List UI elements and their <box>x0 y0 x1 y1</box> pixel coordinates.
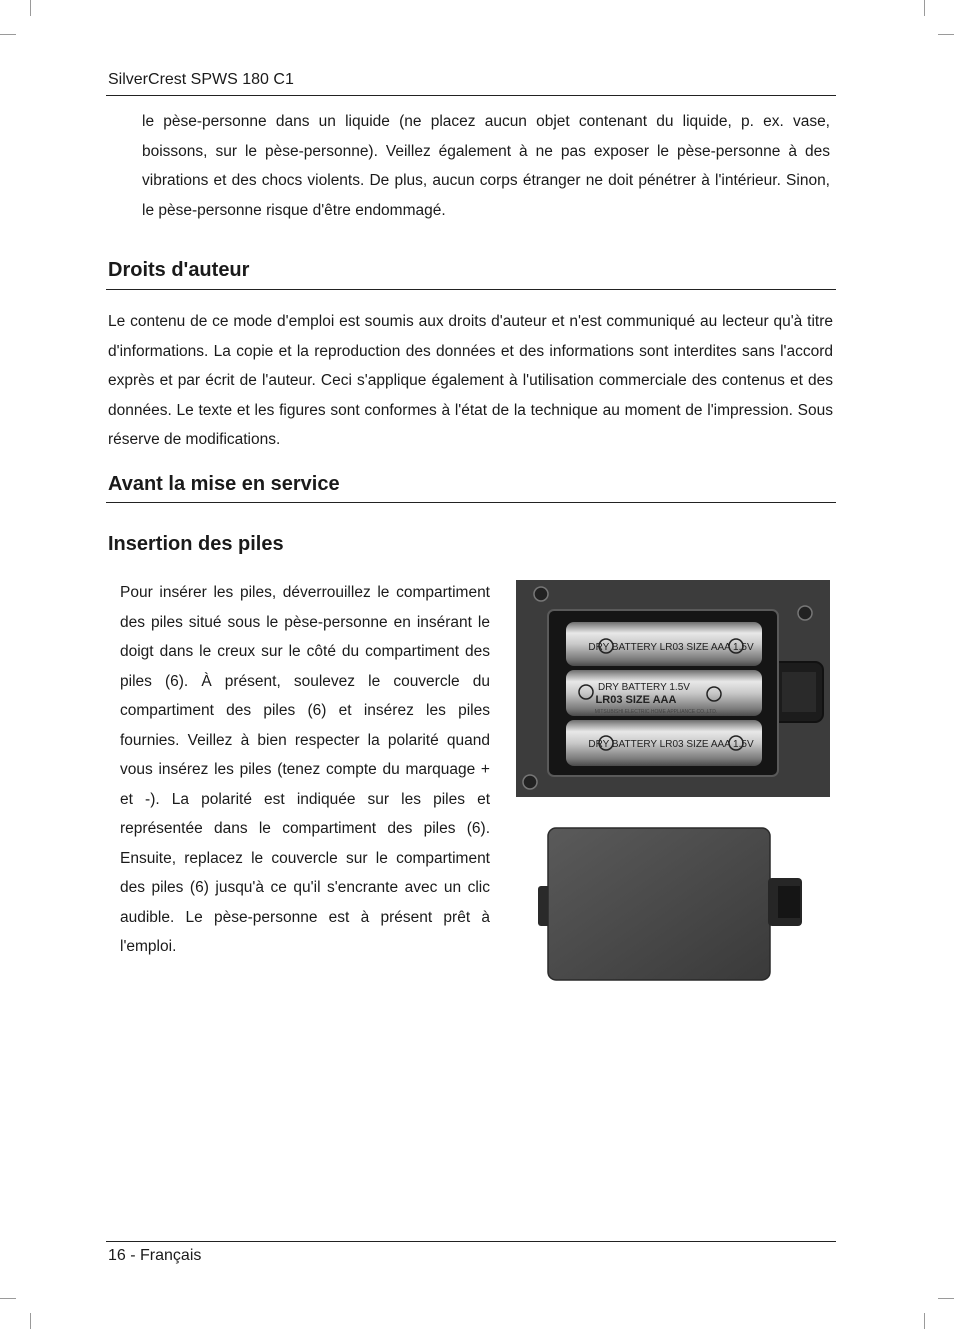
running-header: SilverCrest SPWS 180 C1 <box>108 71 294 88</box>
battery-cover-photo <box>538 826 808 982</box>
battery-top <box>566 622 762 666</box>
battery-label: DRY BATTERY LR03 SIZE AAA 1.5V <box>588 739 754 750</box>
battery-insertion-paragraph: Pour insérer les piles, déverrouillez le compartiment des piles situé sous le pèse-personne en insérant le doigt dans le creux sur le côté du compartiment des piles (6). À présent, soulevez le couvercle du compartiment des piles (6) et insérez les piles fournies. Veillez à bien respecter la polarité quand vous insérez les piles (tenez compte du marquage + et -). La polarité est indiquée sur les piles et représentée dans le compartiment des piles (6). Ensuite, replacez le couvercle sur le compartiment des piles (6) jusqu'à ce qu'il s'encrante avec un clic audible. Le pèse-personne est à présent prêt à l'emploi. <box>120 584 490 955</box>
crop-mark <box>0 34 16 35</box>
crop-mark <box>30 1313 31 1329</box>
crop-mark <box>924 0 925 16</box>
battery-bottom <box>566 720 762 766</box>
footer-divider <box>106 1241 836 1242</box>
page-number: 16 - Français <box>108 1247 202 1264</box>
battery-label: DRY BATTERY LR03 SIZE AAA 1.5V <box>588 642 754 653</box>
battery-label: DRY BATTERY 1.5V <box>598 682 690 693</box>
crop-mark <box>938 34 954 35</box>
header-divider <box>106 95 836 96</box>
section-heading-before-use: Avant la mise en service <box>108 473 340 495</box>
crop-mark <box>0 1298 16 1299</box>
battery-label: LR03 SIZE AAA <box>595 694 677 706</box>
section-divider <box>106 502 836 503</box>
section-divider <box>106 289 836 290</box>
battery-maker-label: MITSUBISHI ELECTRIC HOME APPLIANCE CO.,LTD. <box>594 709 718 715</box>
crop-mark <box>30 0 31 16</box>
section-heading-copyright: Droits d'auteur <box>108 259 250 281</box>
crop-mark <box>924 1313 925 1329</box>
battery-middle <box>566 670 762 716</box>
battery-compartment-photo <box>516 580 830 797</box>
crop-mark <box>938 1298 954 1299</box>
intro-paragraph: le pèse-personne dans un liquide (ne placez aucun objet contenant du liquide, p. ex. vase, boissons, sur le pèse-personne). Veillez également à ne pas exposer le pèse-personne à des vibrations et des chocs violents. De plus, aucun corps étranger ne doit pénétrer à l'intérieur. Sinon, le pèse-personne risque d'être endommagé. <box>142 113 830 219</box>
copyright-paragraph: Le contenu de ce mode d'emploi est soumis aux droits d'auteur et n'est communiqué au lecteur qu'à titre d'informations. La copie et la reproduction des données et des informations sont interdites sans l'accord exprès et par écrit de l'auteur. Ceci s'applique également à l'utilisation commerciale des contenus et des données. Le texte et les figures sont conformes à l'état de la technique au moment de l'impression. Sous réserve de modifications. <box>108 313 833 448</box>
section-heading-battery-insertion: Insertion des piles <box>108 533 284 555</box>
